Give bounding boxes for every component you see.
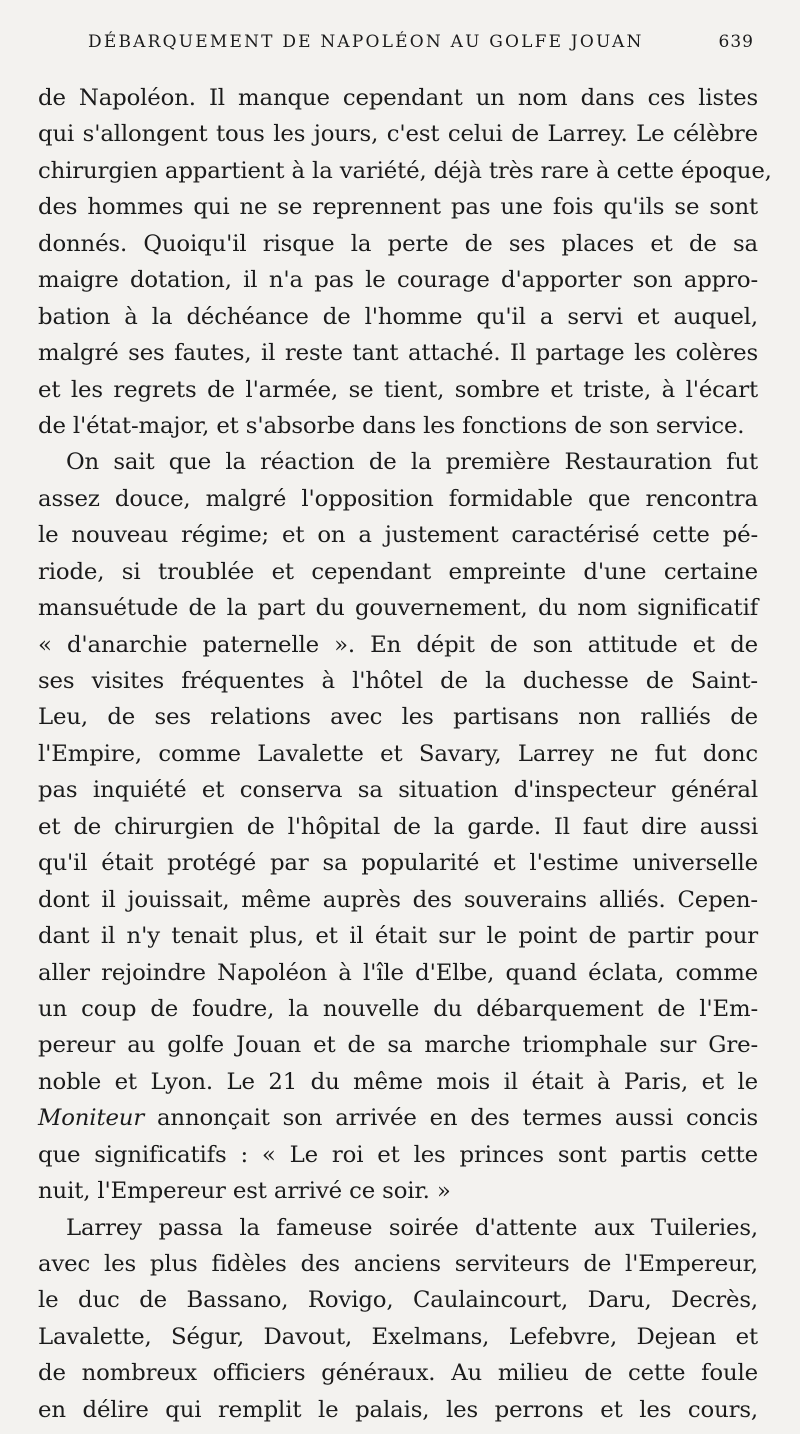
text-line: qui s'allongent tous les jours, c'est celui de Larrey. Le célèbre [38,121,758,148]
text-line: et de chirurgien de l'hôpital de la garde. Il faut dire aussi [38,813,758,840]
text-line: et les regrets de l'armée, se tient, sombre et triste, à l'écart [38,376,758,403]
text-line: de Napoléon. Il manque cependant un nom dans ces listes [38,85,758,111]
text-line: riode, si troublée et cependant empreinte d'une certaine [38,558,758,585]
text-line: de nombreux officiers généraux. Au milieu de cette foule [38,1360,758,1387]
text-line: avec les plus fidèles des anciens serviteurs de l'Empereur, [38,1251,758,1277]
body-text [38,80,772,1428]
paragraph-first-line: Larrey passa la fameuse soirée d'attente aux Tuileries, [66,1214,758,1241]
text-line: bation à la déchéance de l'homme qu'il a servi et auquel, [38,303,758,330]
text-line: donnés. Quoiqu'il risque la perte de ses places et de sa [38,230,758,257]
running-title: DÉBARQUEMENT DE NAPOLÉON AU GOLFE JOUAN [88,32,644,52]
text-line: en délire qui remplit le palais, les perrons et les cours, [38,1396,758,1423]
text-line: malgré ses fautes, il reste tant attaché. Il partage les colères [38,340,758,367]
paragraph-first-line: On sait que la réaction de la première Restauration fut [66,449,758,476]
text-line: chirurgien appartient à la variété, déjà très rare à cette époque, [38,157,772,184]
text-line: mansuétude de la part du gouvernement, du nom significatif [38,595,758,622]
text-line: que significatifs : « Le roi et les princes sont partis cette [38,1141,758,1168]
text-line-rest: annonçait son arrivée en des termes aussi concis [156,1105,758,1132]
text-line: pas inquiété et conserva sa situation d'inspecteur général [38,777,758,804]
text-line: l'Empire, comme Lavalette et Savary, Larrey ne fut donc [38,740,758,767]
text-line: le duc de Bassano, Rovigo, Caulaincourt, Daru, Decrès, [38,1287,758,1314]
italic-title: Moniteur [38,1105,145,1132]
text-line: de l'état-major, et s'absorbe dans les fonctions de son service. [38,412,745,439]
text-line: noble et Lyon. Le 21 du même mois il était à Paris, et le [38,1068,758,1095]
text-line: le nouveau régime; et on a justement caractérisé cette pé- [38,522,758,549]
text-line: assez douce, malgré l'opposition formidable que rencontra [38,485,758,512]
text-line: pereur au golfe Jouan et de sa marche triomphale sur Gre- [38,1032,758,1059]
text-line: qu'il était protégé par sa popularité et l'estime universelle [38,850,758,877]
text-line: nuit, l'Empereur est arrivé ce soir. » [38,1178,451,1205]
text-line: dant il n'y tenait plus, et il était sur le point de partir pour [38,923,758,950]
text-line-with-italic [38,1100,758,1136]
page-number: 639 [718,32,754,52]
text-line: Lavalette, Ségur, Davout, Exelmans, Lefebvre, Dejean et [38,1323,758,1350]
text-line: des hommes qui ne se reprennent pas une fois qu'ils se sont [38,194,758,221]
text-line: un coup de foudre, la nouvelle du débarquement de l'Em- [38,995,758,1022]
text-line: maigre dotation, il n'a pas le courage d'apporter son appro- [38,267,758,294]
running-head [88,32,754,60]
text-line: « d'anarchie paternelle ». En dépit de son attitude et de [38,631,758,658]
text-line: aller rejoindre Napoléon à l'île d'Elbe, quand éclata, comme [38,959,758,986]
text-line: ses visites fréquentes à l'hôtel de la duchesse de Saint- [38,668,758,694]
text-line: dont il jouissait, même auprès des souverains alliés. Cepen- [38,886,758,913]
text-line: Leu, de ses relations avec les partisans non ralliés de [38,704,758,731]
